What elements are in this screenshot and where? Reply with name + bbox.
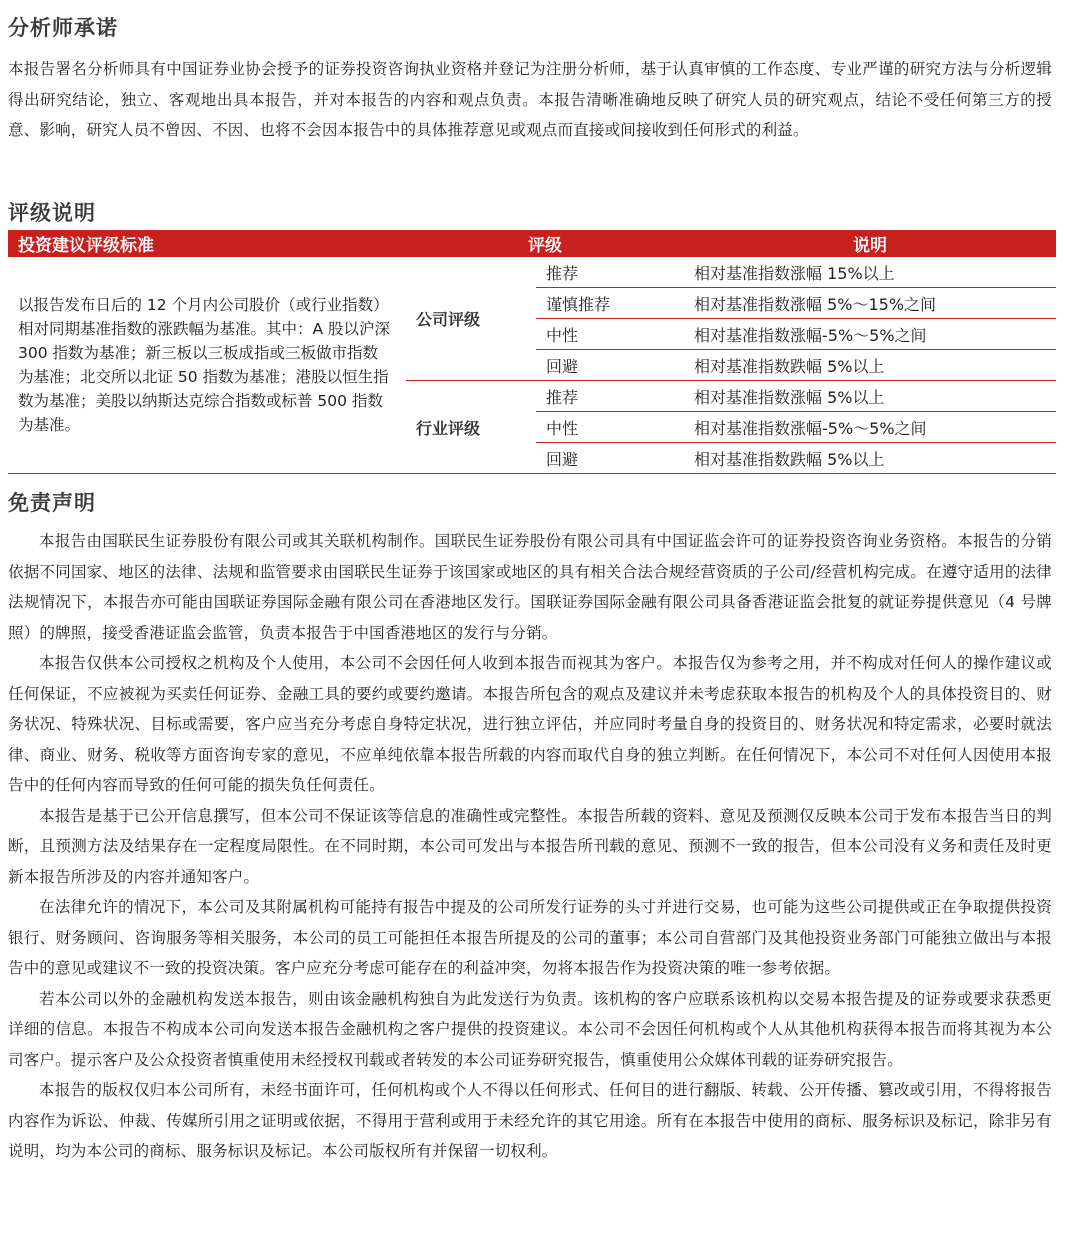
disclaimer-paragraph: 本报告仅供本公司授权之机构及个人使用，本公司不会因任何人收到本报告而视其为客户。本报告仅为参考之用，并不构成对任何人的操作建议或任何保证，不应被视为买卖任何证券、金融工具的要约或要约邀请。本报告所包含的观点及建议并未考虑获取本报告的机构及个人的具体投资目的、财务状况、特殊状况、目标或需要，客户应当充分考虑自身特定状况，进行独立评估，并应同时考量自身的投资目的、财务状况和特定需求，必要时就法律、商业、财务、税收等方面咨询专家的意见，不应单纯依靠本报告所载的内容而取代自身的独立判断。在任何情况下，本公司不对任何人因使用本报告中的任何内容而导致的任何可能的损失负任何责任。: [8, 654, 1052, 794]
header-rating: 评级: [406, 230, 684, 257]
rating-level: 中性: [536, 319, 684, 350]
rating-desc: 相对基准指数涨幅-5%～5%之间: [684, 412, 1056, 443]
rating-desc: 相对基准指数涨幅-5%～5%之间: [684, 319, 1056, 350]
disclaimer-paragraph: 本报告的版权仅归本公司所有，未经书面许可，任何机构或个人不得以任何形式、任何目的进行翻版、转载、公开传播、篡改或引用，不得将报告内容作为诉讼、仲裁、传媒所引用之证明或依据，不得用于营利或用于未经允许的其它用途。所有在本报告中使用的商标、服务标识及标记，除非另有说明，均为本公司的商标、服务标识及标记。本公司版权所有并保留一切权利。: [8, 1081, 1052, 1160]
rating-level: 谨慎推荐: [536, 288, 684, 319]
analyst-commitment-title: 分析师承诺: [8, 16, 118, 40]
disclaimer-title: 免责声明: [8, 491, 96, 515]
rating-desc: 相对基准指数涨幅 5%以上: [684, 381, 1056, 412]
rating-standard-text: 以报告发布日后的 12 个月内公司股价（或行业指数）相对同期基准指数的涨跌幅为基准。其中：A 股以沪深 300 指数为基准；新三板以三板成指或三板做市指数为基准；北交所以北证 50 指数为基准；港股以恒生指数为基准；美股以纳斯达克综合指数或标普 500 指数为基准。: [8, 257, 406, 474]
rating-level: 回避: [536, 443, 684, 474]
company-rating-label: 公司评级: [406, 257, 536, 381]
industry-rating-label: 行业评级: [406, 381, 536, 474]
disclaimer-paragraph: 在法律允许的情况下，本公司及其附属机构可能持有报告中提及的公司所发行证券的头寸并进行交易，也可能为这些公司提供或正在争取提供投资银行、财务顾问、咨询服务等相关服务，本公司的员工可能担任本报告所提及的公司的董事；本公司自营部门及其他投资业务部门可能独立做出与本报告中的意见或建议不一致的投资决策。客户应充分考虑可能存在的利益冲突，勿将本报告作为投资决策的唯一参考依据。: [8, 898, 1052, 977]
disclaimer-paragraph: 本报告是基于已公开信息撰写，但本公司不保证该等信息的准确性或完整性。本报告所载的资料、意见及预测仅反映本公司于发布本报告当日的判断，且预测方法及结果存在一定程度局限性。在不同时期，本公司可发出与本报告所刊载的意见、预测不一致的报告，但本公司没有义务和责任及时更新本报告所涉及的内容并通知客户。: [8, 806, 1052, 886]
rating-desc: 相对基准指数跌幅 5%以上: [684, 443, 1056, 474]
rating-level: 推荐: [536, 257, 684, 288]
rating-table: [8, 230, 1056, 474]
header-explanation: 说明: [684, 230, 1056, 257]
rating-level: 推荐: [536, 381, 684, 412]
disclaimer-paragraph: 本报告由国联民生证券股份有限公司或其关联机构制作。国联民生证券股份有限公司具有中国证监会许可的证券投资咨询业务资格。本报告的分销依据不同国家、地区的法律、法规和监管要求由国联民生证券于该国家或地区的具有相关合法合规经营资质的子公司/经营机构完成。在遵守适用的法律法规情况下，本报告亦可能由国联证券国际金融有限公司在香港地区发行。国联证券国际金融有限公司具备香港证监会批复的就证券提供意见（4 号牌照）的牌照，接受香港证监会监管，负责本报告于中国香港地区的发行与分销。: [8, 532, 1052, 642]
rating-desc: 相对基准指数跌幅 5%以上: [684, 350, 1056, 381]
disclaimer-body: [8, 526, 1052, 1167]
analyst-commitment-body: 本报告署名分析师具有中国证券业协会授予的证券投资咨询执业资格并登记为注册分析师，基于认真审慎的工作态度、专业严谨的研究方法与分析逻辑得出研究结论，独立、客观地出具本报告，并对本报告的内容和观点负责。本报告清晰准确地反映了研究人员的研究观点，结论不受任何第三方的授意、影响，研究人员不曾因、不因、也将不会因本报告中的具体推荐意见或观点而直接或间接收到任何形式的利益。: [8, 60, 1052, 139]
disclaimer-paragraph: 若本公司以外的金融机构发送本报告，则由该金融机构独自为此发送行为负责。该机构的客户应联系该机构以交易本报告提及的证券或要求获悉更详细的信息。本报告不构成本公司向发送本报告金融机构之客户提供的投资建议。本公司不会因任何机构或个人从其他机构获得本报告而将其视为本公司客户。提示客户及公众投资者慎重使用未经授权刊载或者转发的本公司证券研究报告，慎重使用公众媒体刊载的证券研究报告。: [8, 989, 1052, 1069]
header-standard: 投资建议评级标准: [8, 230, 406, 257]
rating-desc: 相对基准指数涨幅 15%以上: [684, 257, 1056, 288]
rating-table-header: [8, 230, 1056, 257]
rating-desc: 相对基准指数涨幅 5%～15%之间: [684, 288, 1056, 319]
table-row: [8, 257, 1056, 288]
rating-explanation-title: 评级说明: [8, 201, 96, 225]
rating-level: 回避: [536, 350, 684, 381]
rating-level: 中性: [536, 412, 684, 443]
